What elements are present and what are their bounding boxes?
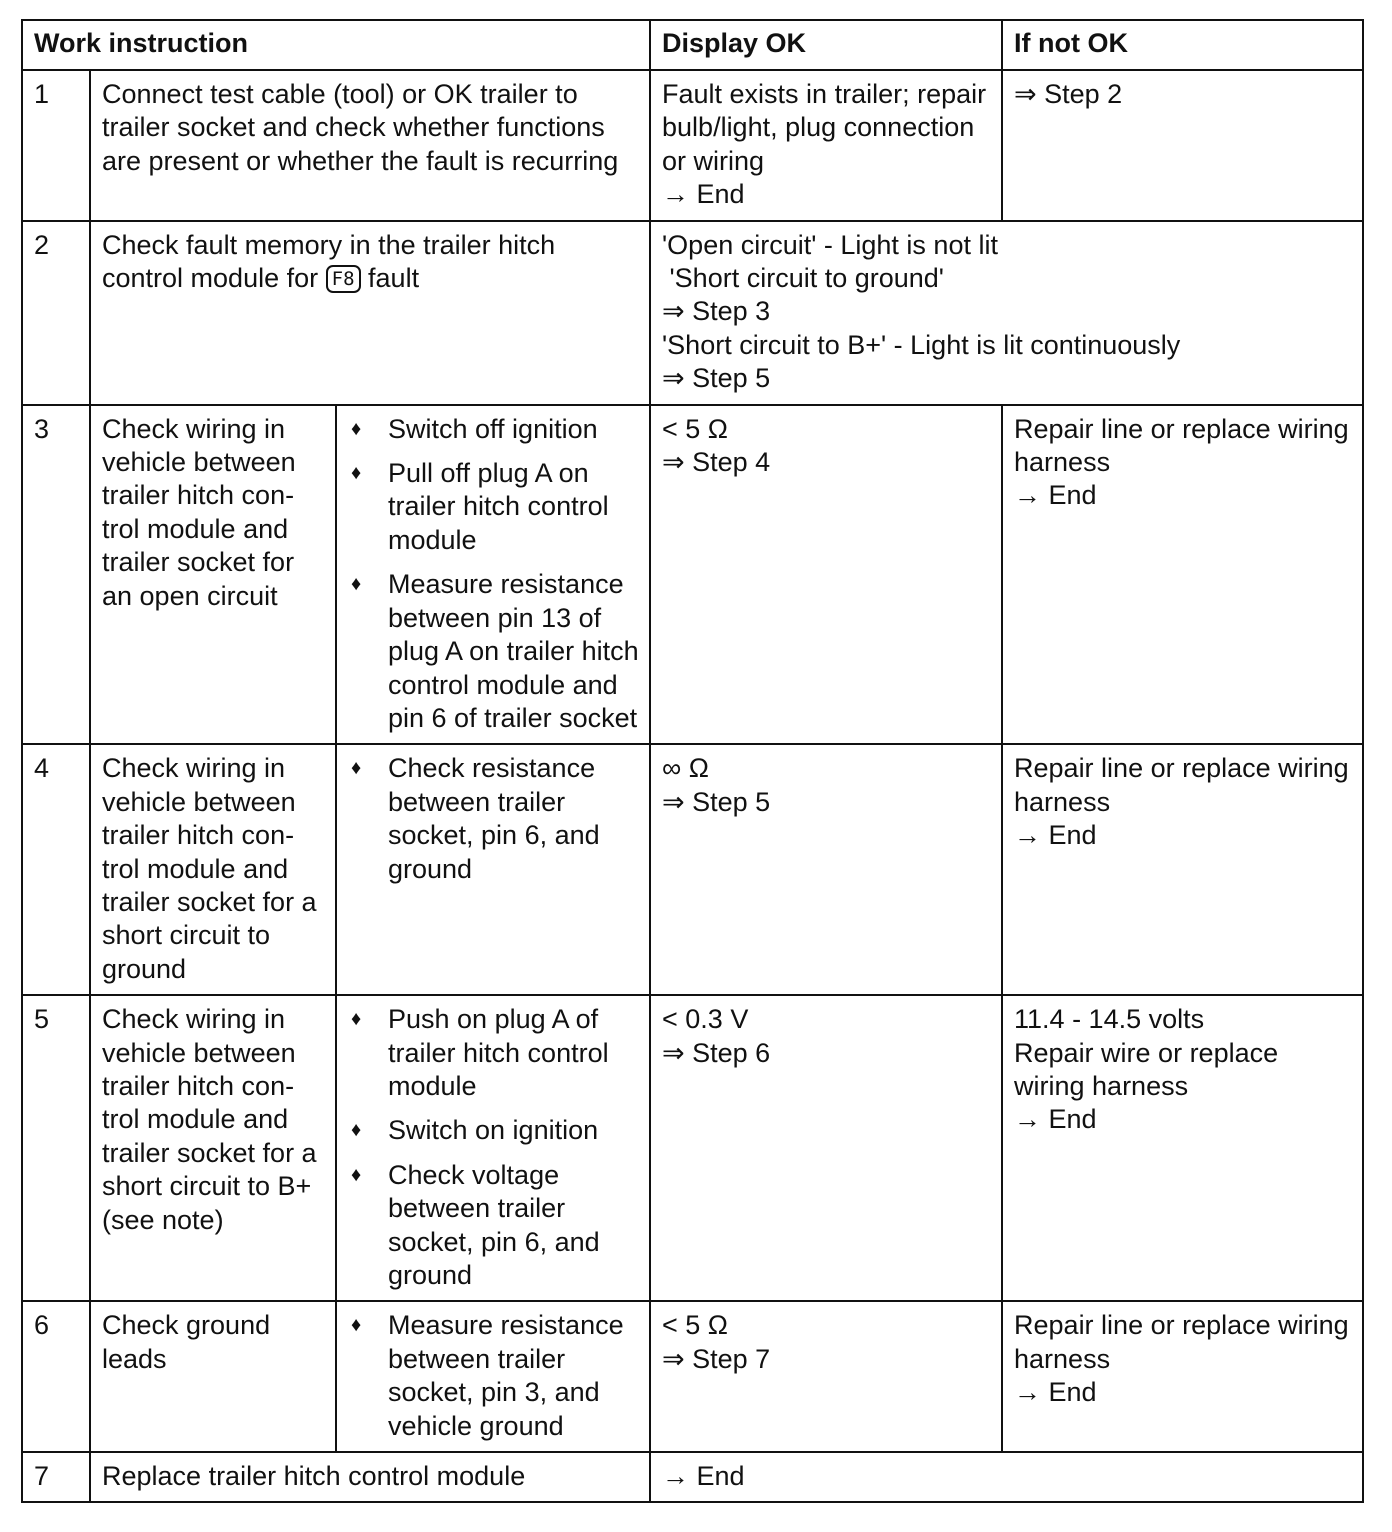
list-item: ♦ Measure resistance between trailer socket, pin 3, and vehicle ground xyxy=(351,1310,624,1441)
if-not-ok-text: ⇒ Step 2 xyxy=(1014,79,1123,109)
table-header-row xyxy=(22,20,1363,70)
procedure-cell xyxy=(336,405,650,745)
step-number: 3 xyxy=(22,405,90,745)
header-if-not-ok: If not OK xyxy=(1002,20,1363,70)
if-not-ok-text: → End xyxy=(1014,1104,1097,1135)
work-instruction-text: Check wiring in vehicle between trailer hitch con-trol module and trailer socket for a short circuit to ground xyxy=(90,744,336,995)
diamond-bullet-icon: ♦ xyxy=(351,1119,362,1142)
display-ok-text: ⇒ Step 4 xyxy=(662,447,771,478)
display-ok-text: ⇒ Step 6 xyxy=(662,1037,771,1068)
display-ok-text: 'Short circuit to B+' - Light is lit continuously xyxy=(662,329,1181,360)
step-number: 2 xyxy=(22,221,90,405)
diamond-bullet-icon: ♦ xyxy=(351,417,362,440)
work-instruction-cell xyxy=(90,221,650,405)
display-ok-text: < 5 Ω xyxy=(662,413,728,444)
procedure-list xyxy=(348,413,639,736)
if-not-ok-cell xyxy=(1002,1301,1363,1452)
display-ok-text: Fault exists in trailer; repair bulb/light, plug connection or wiring xyxy=(662,79,987,176)
table-row xyxy=(22,744,1363,995)
list-item: ♦ Pull off plug A on trailer hitch control module xyxy=(351,458,609,555)
procedure-cell xyxy=(336,1301,650,1452)
if-not-ok-text: Repair line or replace wiring harness xyxy=(1014,1310,1349,1374)
table-row xyxy=(22,995,1363,1301)
display-ok-text: < 5 Ω xyxy=(662,1310,728,1341)
if-not-ok-cell xyxy=(1002,995,1363,1301)
table-row xyxy=(22,1452,1363,1502)
if-not-ok-text: → End xyxy=(1014,820,1097,851)
procedure-cell xyxy=(336,995,650,1301)
display-ok-text: ⇒ Step 7 xyxy=(662,1343,771,1374)
procedure-cell xyxy=(336,744,650,995)
display-ok-text: 'Open circuit' - Light is not lit xyxy=(662,229,998,260)
work-instruction-table xyxy=(21,19,1364,1503)
display-ok-text: ⇒ Step 5 xyxy=(662,786,771,817)
header-work-instruction: Work instruction xyxy=(22,20,650,70)
if-not-ok-cell xyxy=(1002,744,1363,995)
diamond-bullet-icon: ♦ xyxy=(351,573,362,596)
header-display-ok: Display OK xyxy=(650,20,1002,70)
procedure-list xyxy=(348,1309,639,1443)
display-ok-cell xyxy=(650,1301,1002,1452)
list-item: ♦ Push on plug A of trailer hitch control module xyxy=(351,1004,609,1101)
step-number: 1 xyxy=(22,70,90,221)
work-instruction-text: Replace trailer hitch control module xyxy=(90,1452,650,1502)
table-row xyxy=(22,1301,1363,1452)
display-ok-cell xyxy=(650,995,1002,1301)
list-item: ♦ Check voltage between trailer socket, pin 6, and ground xyxy=(351,1159,600,1290)
work-instruction-text: Check fault memory in the trailer hitch control module for xyxy=(102,229,556,294)
display-ok-text: → End xyxy=(662,179,745,210)
work-instruction-text: Check wiring in vehicle between trailer hitch con-trol module and trailer socket for an open circuit xyxy=(90,405,336,745)
work-instruction-text: Check wiring in vehicle between trailer hitch con-trol module and trailer socket for a short circuit to B+ (see note) xyxy=(90,995,336,1301)
if-not-ok-text: → End xyxy=(1014,1377,1097,1408)
step-number: 4 xyxy=(22,744,90,995)
table-row xyxy=(22,70,1363,221)
display-ok-text: ∞ Ω xyxy=(662,753,709,784)
step-number: 6 xyxy=(22,1301,90,1452)
if-not-ok-text: Repair line or replace wiring harness xyxy=(1014,413,1349,478)
procedure-list xyxy=(348,752,639,886)
display-ok-text: < 0.3 V xyxy=(662,1004,749,1035)
display-ok-text: → End xyxy=(650,1452,1363,1502)
display-ok-text: 'Short circuit to ground' xyxy=(662,263,944,294)
if-not-ok-cell xyxy=(1002,70,1363,221)
display-ok-cell xyxy=(650,221,1363,405)
if-not-ok-text: → End xyxy=(1014,480,1097,511)
display-ok-text: ⇒ Step 3 xyxy=(662,296,771,327)
if-not-ok-text: 11.4 - 14.5 volts xyxy=(1014,1004,1205,1035)
if-not-ok-text: Repair line or replace wiring harness xyxy=(1014,753,1349,817)
if-not-ok-cell xyxy=(1002,405,1363,745)
display-ok-cell xyxy=(650,405,1002,745)
table-row xyxy=(22,221,1363,405)
procedure-list xyxy=(348,1003,639,1292)
if-not-ok-text: Repair wire or replace wiring harness xyxy=(1014,1037,1279,1101)
diamond-bullet-icon: ♦ xyxy=(351,1163,362,1186)
diamond-bullet-icon: ♦ xyxy=(351,1314,362,1337)
diamond-bullet-icon: ♦ xyxy=(351,1008,362,1031)
work-instruction-text: Connect test cable (tool) or OK trailer to trailer socket and check whether functions are present or whether the fault is recurring xyxy=(90,70,650,221)
work-instruction-text: Check ground leads xyxy=(90,1301,336,1452)
list-item: ♦ Check resistance between trailer socket, pin 6, and ground xyxy=(351,753,600,884)
f8-key-icon: F8 xyxy=(326,265,361,293)
list-item: ♦ Switch off ignition xyxy=(348,413,639,446)
table-row xyxy=(22,405,1363,745)
display-ok-cell xyxy=(650,744,1002,995)
step-number: 7 xyxy=(22,1452,90,1502)
diamond-bullet-icon: ♦ xyxy=(351,462,362,485)
display-ok-text: ⇒ Step 5 xyxy=(662,363,771,394)
diamond-bullet-icon: ♦ xyxy=(351,757,362,780)
list-item: ♦ Switch on ignition xyxy=(348,1114,639,1147)
display-ok-cell xyxy=(650,70,1002,221)
list-item: ♦ Measure resistance between pin 13 of plug A on trailer hitch control module and pin 6 of trailer socket xyxy=(351,569,639,733)
work-instruction-text: fault xyxy=(368,263,420,294)
step-number: 5 xyxy=(22,995,90,1301)
